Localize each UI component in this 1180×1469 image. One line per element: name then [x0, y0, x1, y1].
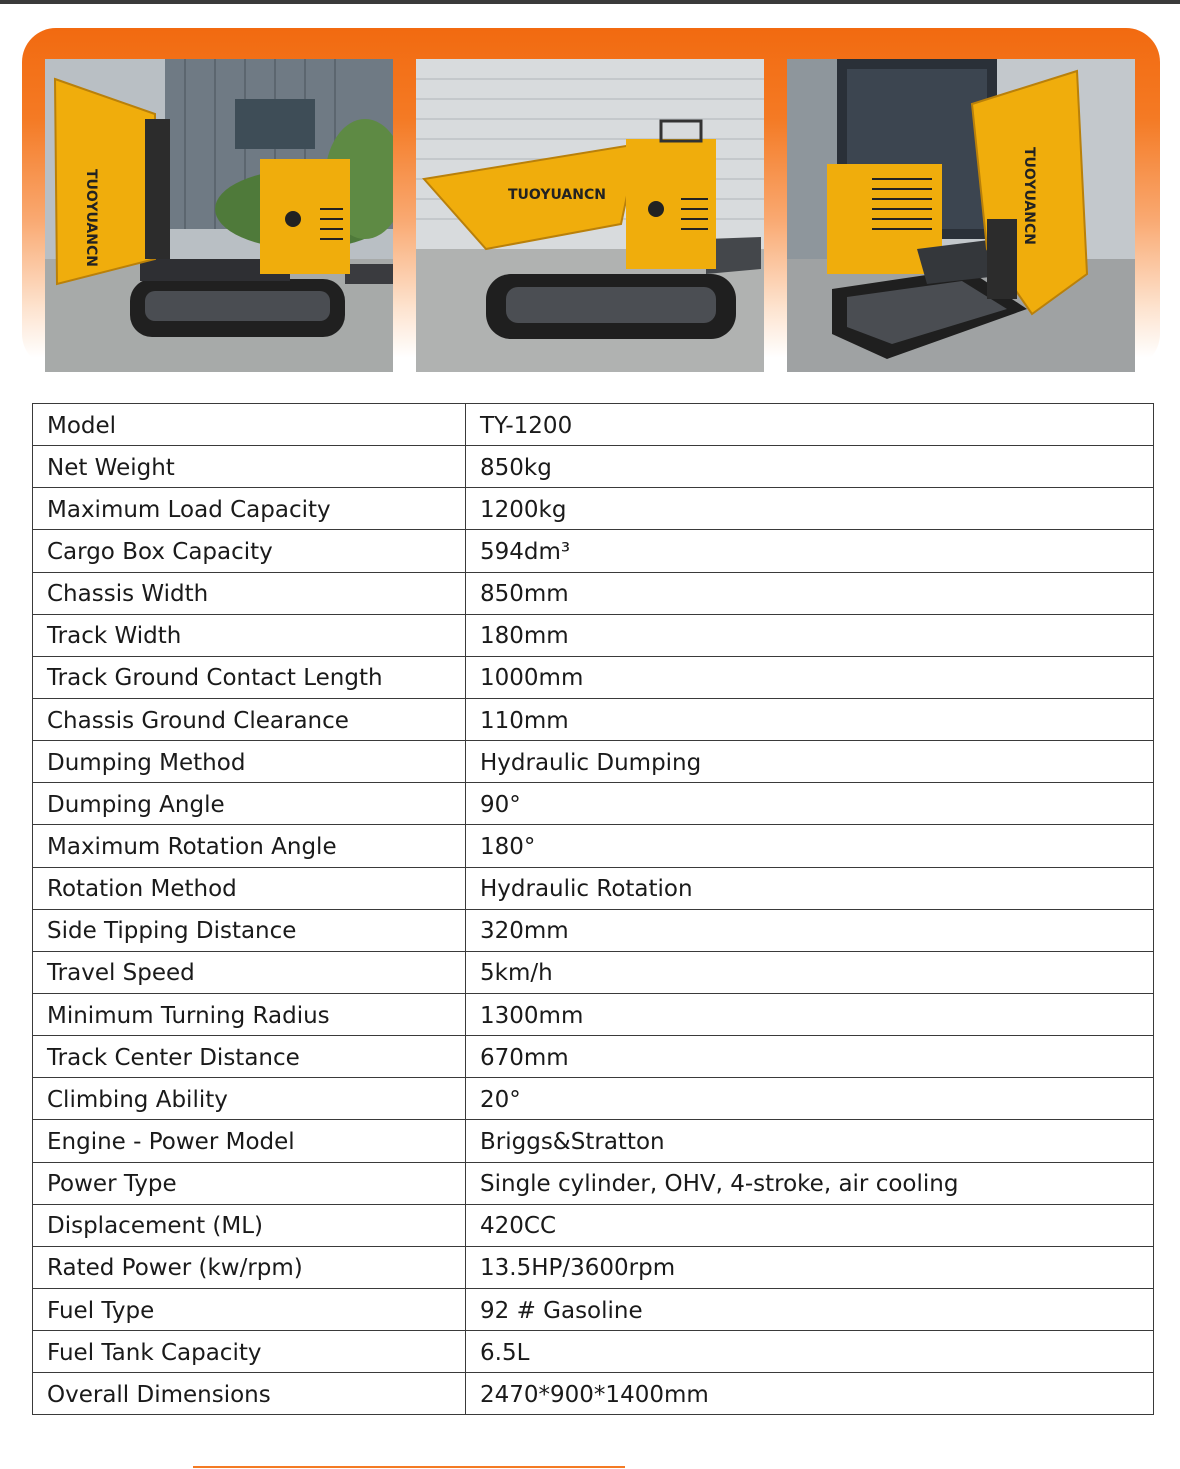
spec-label: Chassis Width — [33, 572, 466, 614]
spec-value: 1300mm — [466, 993, 1154, 1035]
spec-value: 90° — [466, 783, 1154, 825]
spec-value: 20° — [466, 1078, 1154, 1120]
spec-table-body — [33, 404, 1154, 1415]
table-row — [33, 698, 1154, 740]
spec-value: 6.5L — [466, 1331, 1154, 1373]
spec-label: Fuel Tank Capacity — [33, 1331, 466, 1373]
spec-value: 1000mm — [466, 656, 1154, 698]
spec-label: Travel Speed — [33, 951, 466, 993]
spec-value: 180° — [466, 825, 1154, 867]
bottom-divider — [193, 1466, 625, 1468]
spec-label: Rated Power (kw/rpm) — [33, 1246, 466, 1288]
table-row — [33, 951, 1154, 993]
spec-value: 1200kg — [466, 488, 1154, 530]
table-row — [33, 825, 1154, 867]
tracked-dumper-photo-rear-raised — [787, 59, 1135, 372]
table-row — [33, 783, 1154, 825]
spec-value: 850mm — [466, 572, 1154, 614]
table-row — [33, 993, 1154, 1035]
table-row — [33, 404, 1154, 446]
spec-value: 92 # Gasoline — [466, 1288, 1154, 1330]
table-row — [33, 488, 1154, 530]
product-photo-rear-raised — [787, 59, 1135, 372]
table-row — [33, 572, 1154, 614]
spec-value: 110mm — [466, 698, 1154, 740]
table-row — [33, 1078, 1154, 1120]
spec-value: 5km/h — [466, 951, 1154, 993]
spec-label: Dumping Angle — [33, 783, 466, 825]
spec-label: Side Tipping Distance — [33, 909, 466, 951]
table-row — [33, 741, 1154, 783]
spec-label: Cargo Box Capacity — [33, 530, 466, 572]
spec-label: Maximum Load Capacity — [33, 488, 466, 530]
table-row — [33, 656, 1154, 698]
product-photo-side-raised — [45, 59, 393, 372]
spec-label: Maximum Rotation Angle — [33, 825, 466, 867]
table-row — [33, 1288, 1154, 1330]
spec-value: 670mm — [466, 1036, 1154, 1078]
spec-label: Track Ground Contact Length — [33, 656, 466, 698]
table-row — [33, 909, 1154, 951]
table-row — [33, 446, 1154, 488]
spec-value: 180mm — [466, 614, 1154, 656]
spec-label: Rotation Method — [33, 867, 466, 909]
spec-value: 594dm³ — [466, 530, 1154, 572]
spec-value: Briggs&Stratton — [466, 1120, 1154, 1162]
tracked-dumper-photo-side-raised — [45, 59, 393, 372]
top-divider — [0, 0, 1180, 4]
spec-value: 420CC — [466, 1204, 1154, 1246]
table-row — [33, 1162, 1154, 1204]
spec-label: Dumping Method — [33, 741, 466, 783]
spec-value: 320mm — [466, 909, 1154, 951]
spec-label: Displacement (ML) — [33, 1204, 466, 1246]
table-row — [33, 530, 1154, 572]
spec-label: Overall Dimensions — [33, 1373, 466, 1415]
table-row — [33, 614, 1154, 656]
product-photo-side-lowered — [416, 59, 764, 372]
spec-value: 850kg — [466, 446, 1154, 488]
spec-label: Chassis Ground Clearance — [33, 698, 466, 740]
table-row — [33, 1120, 1154, 1162]
spec-label: Net Weight — [33, 446, 466, 488]
spec-label: Minimum Turning Radius — [33, 993, 466, 1035]
svg-text:TUOYUANCN: TUOYUANCN — [508, 187, 606, 203]
spec-value: 2470*900*1400mm — [466, 1373, 1154, 1415]
spec-label: Climbing Ability — [33, 1078, 466, 1120]
spec-value: Hydraulic Rotation — [466, 867, 1154, 909]
tracked-dumper-photo-side-lowered — [416, 59, 764, 372]
svg-text:TUOYUANCN: TUOYUANCN — [1021, 147, 1037, 245]
spec-label: Engine - Power Model — [33, 1120, 466, 1162]
table-row — [33, 1246, 1154, 1288]
spec-table — [32, 403, 1154, 1415]
spec-label: Fuel Type — [33, 1288, 466, 1330]
spec-label: Model — [33, 404, 466, 446]
table-row — [33, 867, 1154, 909]
table-row — [33, 1036, 1154, 1078]
table-row — [33, 1331, 1154, 1373]
svg-text:TUOYUANCN: TUOYUANCN — [83, 169, 99, 267]
spec-value: TY-1200 — [466, 404, 1154, 446]
table-row — [33, 1373, 1154, 1415]
spec-label: Track Width — [33, 614, 466, 656]
spec-value: Single cylinder, OHV, 4-stroke, air cooling — [466, 1162, 1154, 1204]
table-row — [33, 1204, 1154, 1246]
spec-label: Track Center Distance — [33, 1036, 466, 1078]
spec-value: 13.5HP/3600rpm — [466, 1246, 1154, 1288]
spec-value: Hydraulic Dumping — [466, 741, 1154, 783]
spec-label: Power Type — [33, 1162, 466, 1204]
